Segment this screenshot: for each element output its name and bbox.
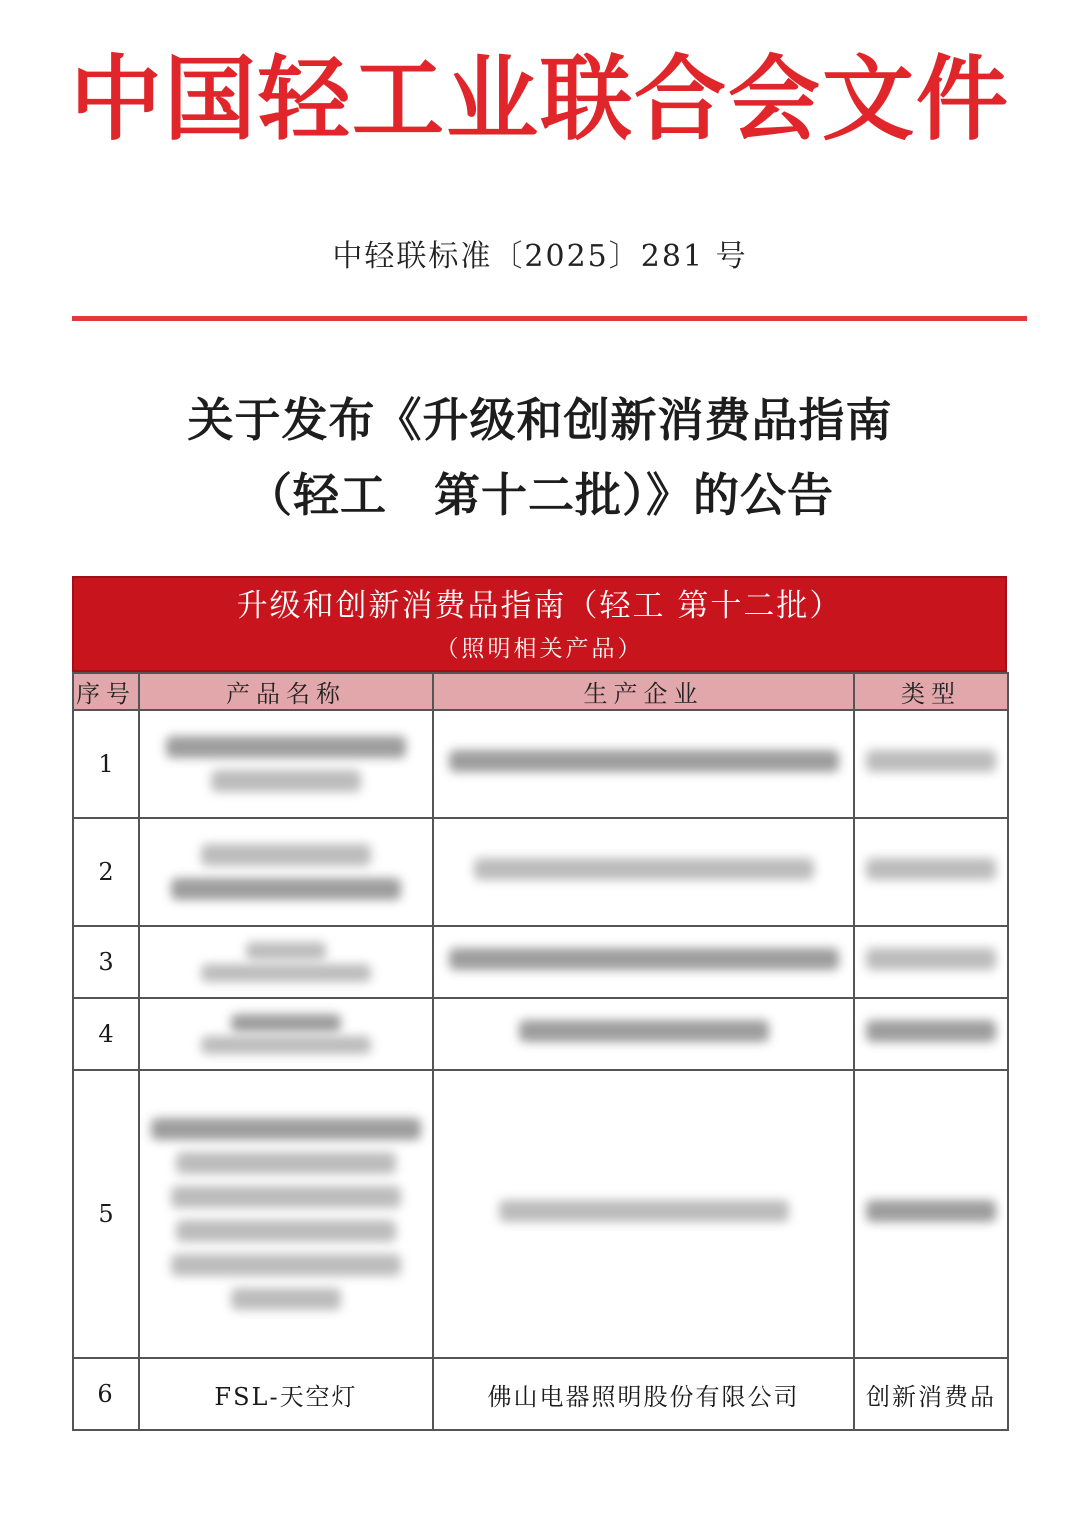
product-type: 创新消费品 bbox=[854, 1358, 1008, 1430]
document-number: 中轻联标准〔2025〕281 号 bbox=[332, 239, 748, 274]
table-row bbox=[73, 926, 1008, 998]
announcement-title-line1: 关于发布《升级和创新消费品指南 bbox=[187, 393, 893, 447]
company-redacted bbox=[433, 1070, 854, 1358]
row-number: 6 bbox=[73, 1358, 139, 1430]
column-header-type: 类型 bbox=[854, 673, 1008, 710]
product-table bbox=[72, 576, 1007, 1431]
type-redacted bbox=[854, 998, 1008, 1070]
product-name-redacted bbox=[139, 710, 433, 818]
type-redacted bbox=[854, 926, 1008, 998]
row-number: 4 bbox=[73, 998, 139, 1070]
product-name-redacted bbox=[139, 1070, 433, 1358]
company-name: 佛山电器照明股份有限公司 bbox=[433, 1358, 854, 1430]
announcement-title-line2: （轻工 第十二批）》的公告 bbox=[246, 468, 834, 522]
column-header-row bbox=[73, 673, 1008, 710]
table-title: 升级和创新消费品指南（轻工 第十二批） bbox=[236, 588, 843, 624]
type-redacted bbox=[854, 1070, 1008, 1358]
company-redacted bbox=[433, 998, 854, 1070]
row-number: 5 bbox=[73, 1070, 139, 1358]
type-redacted bbox=[854, 710, 1008, 818]
red-divider bbox=[72, 316, 1027, 321]
table-row bbox=[73, 1070, 1008, 1358]
product-name-redacted bbox=[139, 818, 433, 926]
column-header-product-name: 产品名称 bbox=[139, 673, 433, 710]
column-header-company: 生产企业 bbox=[433, 673, 854, 710]
table-grid bbox=[72, 672, 1009, 1431]
product-name-redacted bbox=[139, 998, 433, 1070]
table-row bbox=[73, 818, 1008, 926]
masthead-title: 中国轻工业联合会文件 bbox=[69, 46, 1010, 153]
table-row bbox=[73, 998, 1008, 1070]
table-row bbox=[73, 1358, 1008, 1430]
product-name-redacted bbox=[139, 926, 433, 998]
company-redacted bbox=[433, 926, 854, 998]
row-number: 2 bbox=[73, 818, 139, 926]
row-number: 3 bbox=[73, 926, 139, 998]
company-redacted bbox=[433, 818, 854, 926]
column-header-number: 序号 bbox=[73, 673, 139, 710]
type-redacted bbox=[854, 818, 1008, 926]
row-number: 1 bbox=[73, 710, 139, 818]
table-subtitle: （照明相关产品） bbox=[435, 636, 644, 662]
table-row bbox=[73, 710, 1008, 818]
product-name: FSL-天空灯 bbox=[139, 1358, 433, 1430]
company-redacted bbox=[433, 710, 854, 818]
table-heading bbox=[72, 576, 1007, 672]
